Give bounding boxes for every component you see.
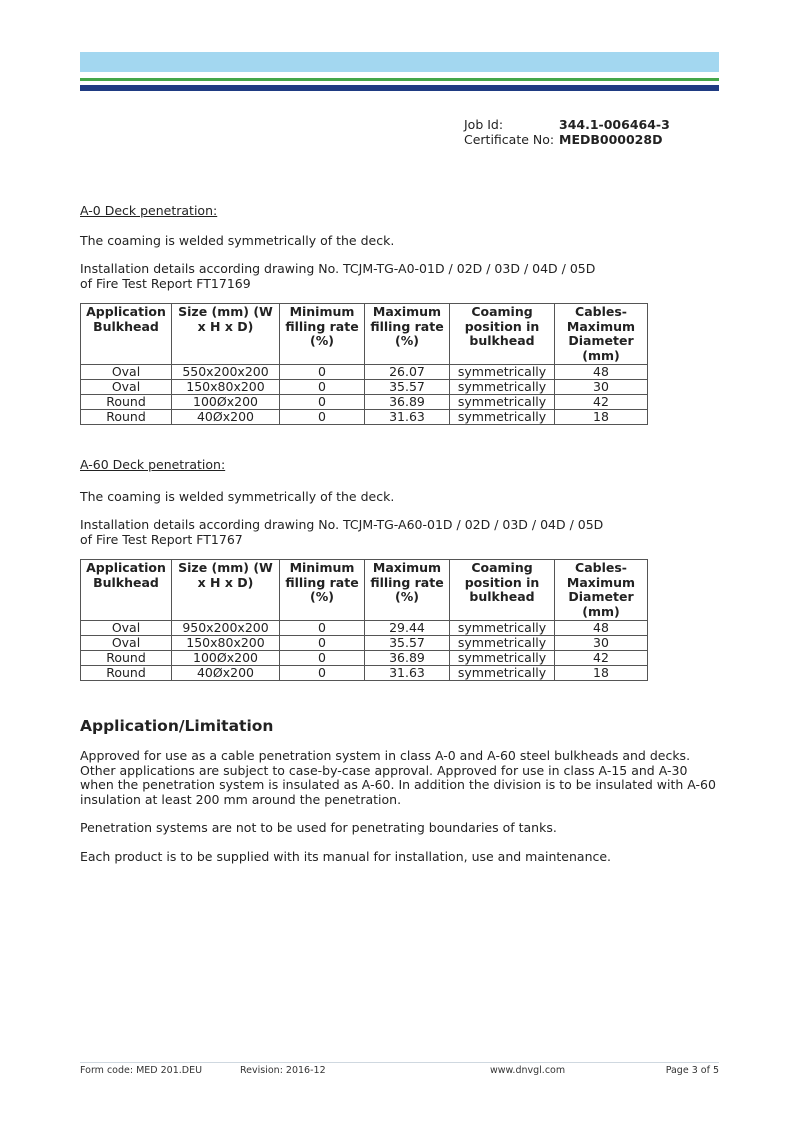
table-cell: 35.57 xyxy=(365,380,450,395)
table-cell: symmetrically xyxy=(450,621,555,636)
table-cell: 31.63 xyxy=(365,410,450,425)
table-cell: 0 xyxy=(280,651,365,666)
table-cell: 100Øx200 xyxy=(172,651,280,666)
a60-col-application: Application Bulkhead xyxy=(81,560,172,621)
footer-divider xyxy=(80,1062,719,1063)
a60-col-coaming: Coaming position in bulkhead xyxy=(450,560,555,621)
table-row xyxy=(81,395,648,410)
a0-col-max-filling: Maximum filling rate (%) xyxy=(365,304,450,365)
table-cell: Oval xyxy=(81,621,172,636)
table-cell: 550x200x200 xyxy=(172,365,280,380)
application-paragraph-1: Approved for use as a cable penetration system in class A-0 and A-60 steel bulkheads and decks. Other applications are subject to case-by-case approval. Approved for use in class A-15 and A-30 when the penetration system is insulated as A-60. In addition the division is to be insulated with A-60 insulation at least 200 mm around the penetration. xyxy=(80,748,716,807)
table-row xyxy=(81,651,648,666)
a60-install-line2: of Fire Test Report FT1767 xyxy=(80,531,243,547)
footer-form-code: Form code: MED 201.DEU xyxy=(80,1065,203,1076)
a60-col-cables: Cables- Maximum Diameter (mm) xyxy=(555,560,648,621)
a60-coaming-text: The coaming is welded symmetrically of the deck. xyxy=(80,488,395,504)
table-cell: 100Øx200 xyxy=(172,395,280,410)
footer-page-number: Page 3 of 5 xyxy=(665,1065,719,1076)
a0-install-line1: Installation details according drawing No. TCJM-TG-A0-01D / 02D / 03D / 04D / 05D xyxy=(80,261,596,276)
table-row xyxy=(81,380,648,395)
table-cell: symmetrically xyxy=(450,380,555,395)
table-cell: 18 xyxy=(555,666,648,681)
table-cell: 48 xyxy=(555,365,648,380)
table-cell: Oval xyxy=(81,365,172,380)
table-cell: 26.07 xyxy=(365,365,450,380)
job-id-value: 344.1-006464-3 xyxy=(559,117,670,132)
certificate-label: Certificate No: xyxy=(464,132,555,147)
a0-table xyxy=(80,303,648,425)
table-row xyxy=(81,621,648,636)
header-navy-rule xyxy=(80,85,719,91)
table-cell: Round xyxy=(81,410,172,425)
footer-website: www.dnvgl.com xyxy=(490,1065,566,1076)
table-cell: 36.89 xyxy=(365,651,450,666)
table-cell: 0 xyxy=(280,636,365,651)
a0-install-line2: of Fire Test Report FT17169 xyxy=(80,275,251,291)
header-light-blue-band xyxy=(80,52,719,72)
table-cell: 950x200x200 xyxy=(172,621,280,636)
table-cell: symmetrically xyxy=(450,410,555,425)
table-row xyxy=(81,365,648,380)
a0-col-application: Application Bulkhead xyxy=(81,304,172,365)
table-row xyxy=(81,666,648,681)
table-cell: symmetrically xyxy=(450,395,555,410)
a0-col-min-filling: Minimum filling rate (%) xyxy=(280,304,365,365)
a60-install-line1: Installation details according drawing No. TCJM-TG-A60-01D / 02D / 03D / 04D / 05D xyxy=(80,517,604,532)
a60-table-header-row xyxy=(81,560,648,621)
a60-section xyxy=(80,458,720,681)
table-cell: symmetrically xyxy=(450,651,555,666)
a60-col-max-filling: Maximum filling rate (%) xyxy=(365,560,450,621)
application-paragraph-2: Penetration systems are not to be used for penetrating boundaries of tanks. xyxy=(80,820,557,835)
table-cell: symmetrically xyxy=(450,365,555,380)
a60-col-size: Size (mm) (W x H x D) xyxy=(172,560,280,621)
table-row xyxy=(81,636,648,651)
table-cell: 0 xyxy=(280,410,365,425)
table-cell: symmetrically xyxy=(450,666,555,681)
certificate-value: MEDB000028D xyxy=(559,132,663,147)
table-cell: 40Øx200 xyxy=(172,666,280,681)
a0-col-cables: Cables- Maximum Diameter (mm) xyxy=(555,304,648,365)
table-cell: Oval xyxy=(81,380,172,395)
table-row xyxy=(81,410,648,425)
table-cell: 29.44 xyxy=(365,621,450,636)
table-cell: Round xyxy=(81,651,172,666)
table-cell: 35.57 xyxy=(365,636,450,651)
table-cell: symmetrically xyxy=(450,636,555,651)
table-cell: 0 xyxy=(280,395,365,410)
a60-col-min-filling: Minimum filling rate (%) xyxy=(280,560,365,621)
application-section xyxy=(80,717,720,864)
table-cell: 18 xyxy=(555,410,648,425)
table-cell: 150x80x200 xyxy=(172,636,280,651)
a0-col-coaming: Coaming position in bulkhead xyxy=(450,304,555,365)
a0-heading: A-0 Deck penetration: xyxy=(80,203,218,218)
a0-col-size: Size (mm) (W x H x D) xyxy=(172,304,280,365)
a0-table-header-row xyxy=(81,304,648,365)
table-cell: Round xyxy=(81,395,172,410)
certificate-reference xyxy=(464,117,670,147)
table-cell: 31.63 xyxy=(365,666,450,681)
application-title: Application/Limitation xyxy=(80,717,274,735)
application-paragraph-3: Each product is to be supplied with its manual for installation, use and maintenance. xyxy=(80,848,612,864)
a60-heading: A-60 Deck penetration: xyxy=(80,457,226,472)
table-cell: 30 xyxy=(555,380,648,395)
a0-section xyxy=(80,204,720,425)
footer-revision: Revision: 2016-12 xyxy=(240,1065,326,1076)
table-cell: 0 xyxy=(280,365,365,380)
table-cell: 42 xyxy=(555,651,648,666)
table-cell: Round xyxy=(81,666,172,681)
header-green-rule xyxy=(80,78,719,81)
table-cell: 30 xyxy=(555,636,648,651)
a0-coaming-text: The coaming is welded symmetrically of the deck. xyxy=(80,232,395,248)
table-cell: 42 xyxy=(555,395,648,410)
table-cell: 0 xyxy=(280,666,365,681)
table-cell: 48 xyxy=(555,621,648,636)
a60-table xyxy=(80,559,648,681)
table-cell: 0 xyxy=(280,621,365,636)
table-cell: 150x80x200 xyxy=(172,380,280,395)
table-cell: 0 xyxy=(280,380,365,395)
table-cell: 40Øx200 xyxy=(172,410,280,425)
table-cell: 36.89 xyxy=(365,395,450,410)
job-id-label: Job Id: xyxy=(464,117,504,132)
table-cell: Oval xyxy=(81,636,172,651)
